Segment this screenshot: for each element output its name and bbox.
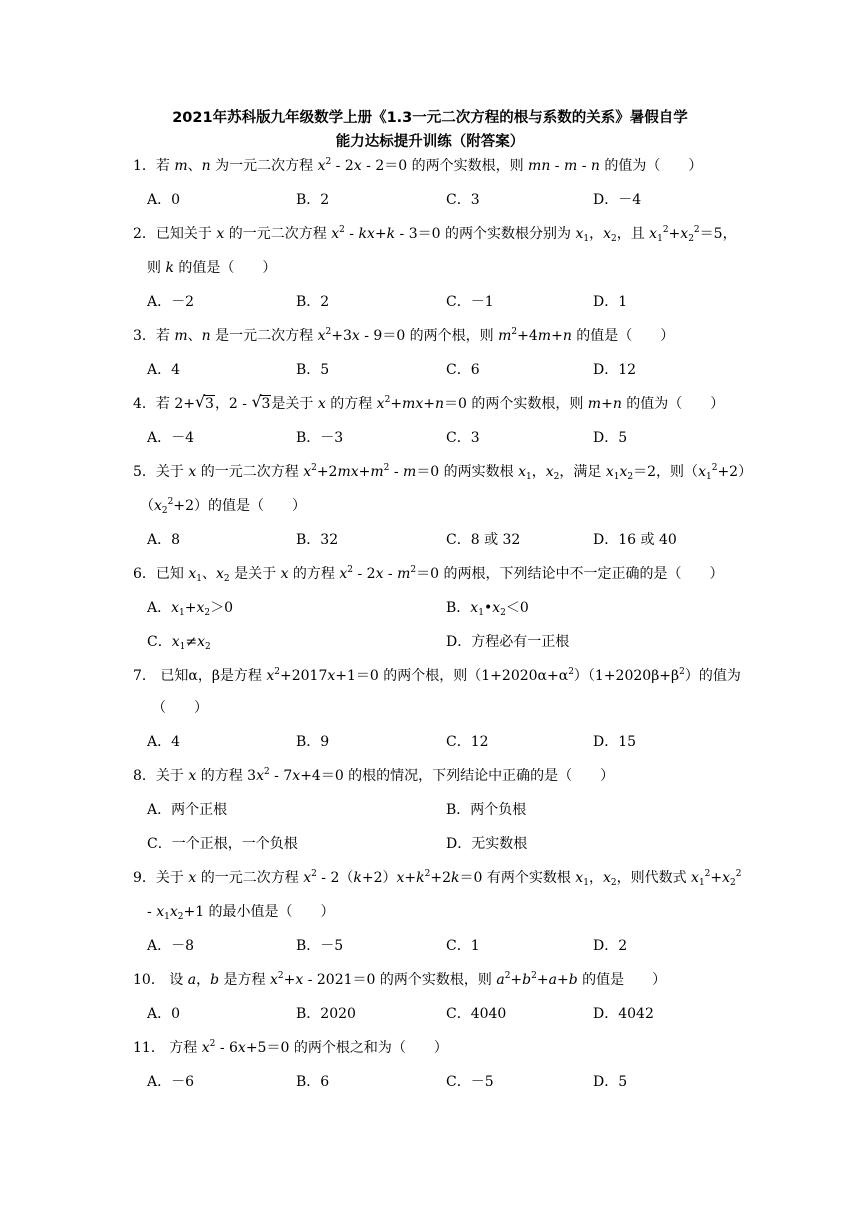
question-11-option-d: D．5 bbox=[593, 1074, 628, 1090]
question-5-option-a: A．8 bbox=[147, 532, 181, 548]
question-11-option-a: A．－6 bbox=[147, 1074, 195, 1090]
question-11-option-c: C．－5 bbox=[446, 1074, 494, 1090]
question-10-option-b: B．2020 bbox=[296, 1006, 356, 1022]
question-4: 4．若 2+√ 3，2 - √ 3是关于 x 的方程 $x^2+mx+n=0$ 的两个实数根，则 m+n 的值为（ ） bbox=[133, 394, 724, 414]
question-4-option-a: A．－4 bbox=[147, 430, 195, 446]
question-9-line-2: - $x_1x_2+1$ 的最小值是（ ） bbox=[147, 904, 335, 922]
question-6-option-c: C．$x_1\ne x_2$ bbox=[147, 634, 211, 652]
question-3-option-d: D．12 bbox=[593, 362, 637, 378]
question-6-option-b: B．$x_1•x_2<0$ bbox=[446, 600, 529, 618]
question-11: 11． 方程 $x^2 - 6x+5=0$ 的两个根之和为（ ） bbox=[133, 1039, 448, 1056]
question-4-option-b: B．－3 bbox=[296, 430, 344, 446]
question-7: 7． 已知α，β是方程 $x^2+2017x+1=0$ 的两个根，则$(1+2020\alpha+\alpha^2)(1+2020\beta+\beta^2)$的值为 bbox=[133, 667, 741, 684]
document-title-line-1: 2021年苏科版九年级数学上册《1.3一元二次方程的根与系数的关系》暑假自学 bbox=[172, 110, 688, 126]
question-3-option-a: A．4 bbox=[147, 362, 181, 378]
question-1: 1．若 m、n 为一元二次方程 $x^2 - 2x - 2=0$ 的两个实数根，则 mn - m - n 的值为（ ） bbox=[133, 157, 703, 174]
question-5: 5．关于 x 的一元二次方程 $x^2+2mx+m^2 - m=0$ 的两实数根 $x_1$，$x_2$，满足 $x_1x_2=2$，则$(x_1^2+2)$ bbox=[133, 463, 753, 482]
question-4-option-d: D．5 bbox=[593, 430, 628, 446]
question-3: 3．若 m、n 是一元二次方程 $x^2+3x - 9=0$ 的两个根，则 $m^2+4m+n$ 的值是（ ） bbox=[133, 327, 675, 344]
question-9-option-b: B．－5 bbox=[296, 938, 344, 954]
question-6: 6．已知 $x_1$、$x_2$ 是关于 x 的方程 $x^2 - 2x - m^2=0$ 的两根，下列结论中不一定正确的是（ ） bbox=[133, 565, 724, 584]
question-1-option-a: A．0 bbox=[147, 192, 181, 208]
question-2-option-d: D．1 bbox=[593, 294, 628, 310]
question-2-option-c: C．－1 bbox=[446, 294, 494, 310]
question-10-option-a: A．0 bbox=[147, 1006, 181, 1022]
question-6-option-a: A．$x_1+x_2>0$ bbox=[147, 600, 234, 618]
question-8: 8．关于 x 的方程 $3x^2 - 7x+4=0$ 的根的情况，下列结论中正确的是（ ） bbox=[133, 767, 615, 784]
question-2-option-a: A．－2 bbox=[147, 294, 195, 310]
question-7-option-a: A．4 bbox=[147, 734, 181, 750]
question-5-line-2: $(x_2^2+2)$的值是（ ） bbox=[140, 497, 307, 516]
question-7-option-b: B．9 bbox=[296, 734, 330, 750]
question-7-option-d: D．15 bbox=[593, 734, 637, 750]
question-2-option-b: B．2 bbox=[296, 294, 330, 310]
question-1-option-b: B．2 bbox=[296, 192, 330, 208]
question-1-option-d: D．－4 bbox=[593, 192, 642, 208]
question-10-option-d: D．4042 bbox=[593, 1006, 654, 1022]
question-1-option-c: C．3 bbox=[446, 192, 480, 208]
question-9: 9．关于 x 的一元二次方程 $x^2 - 2(k+2)x+k^2+2k=0$ 有两个实数根 $x_1$，$x_2$，则代数式 $x_1^2+x_2^2$ bbox=[133, 869, 742, 888]
question-8-option-a: A．两个正根 bbox=[147, 802, 228, 818]
question-10: 10． 设 a，b 是方程 $x^2+x - 2021=0$ 的两个实数根，则 $a^2+b^2+a+b$ 的值是 ） bbox=[133, 971, 667, 988]
question-7-option-c: C．12 bbox=[446, 734, 489, 750]
question-5-option-d: D．16 或 40 bbox=[593, 532, 677, 548]
question-3-option-c: C．6 bbox=[446, 362, 480, 378]
question-2: 2．已知关于 x 的一元二次方程 $x^2 - kx+k - 3=0$ 的两个实数根分别为 $x_1$，$x_2$，且 $x_1^2+x_2^2=5$， bbox=[133, 225, 737, 244]
question-8-option-b: B．两个负根 bbox=[446, 802, 527, 818]
question-3-option-b: B．5 bbox=[296, 362, 330, 378]
question-10-option-c: C．4040 bbox=[446, 1006, 507, 1022]
question-5-option-b: B．32 bbox=[296, 532, 339, 548]
question-9-option-a: A．－8 bbox=[147, 938, 195, 954]
question-2-line-2: 则 k 的值是（ ） bbox=[147, 260, 277, 276]
question-8-option-c: C．一个正根，一个负根 bbox=[147, 836, 298, 852]
question-9-option-d: D．2 bbox=[593, 938, 628, 954]
document-title-line-2: 能力达标提升训练（附答案） bbox=[335, 134, 525, 150]
question-4-option-c: C．3 bbox=[446, 430, 480, 446]
question-5-option-c: C．8 或 32 bbox=[446, 532, 521, 548]
question-6-option-d: D．方程必有一正根 bbox=[446, 634, 570, 650]
question-9-option-c: C．1 bbox=[446, 938, 480, 954]
question-8-option-d: D．无实数根 bbox=[446, 836, 528, 852]
question-7-line-2: （ ） bbox=[152, 700, 208, 716]
question-11-option-b: B．6 bbox=[296, 1074, 330, 1090]
